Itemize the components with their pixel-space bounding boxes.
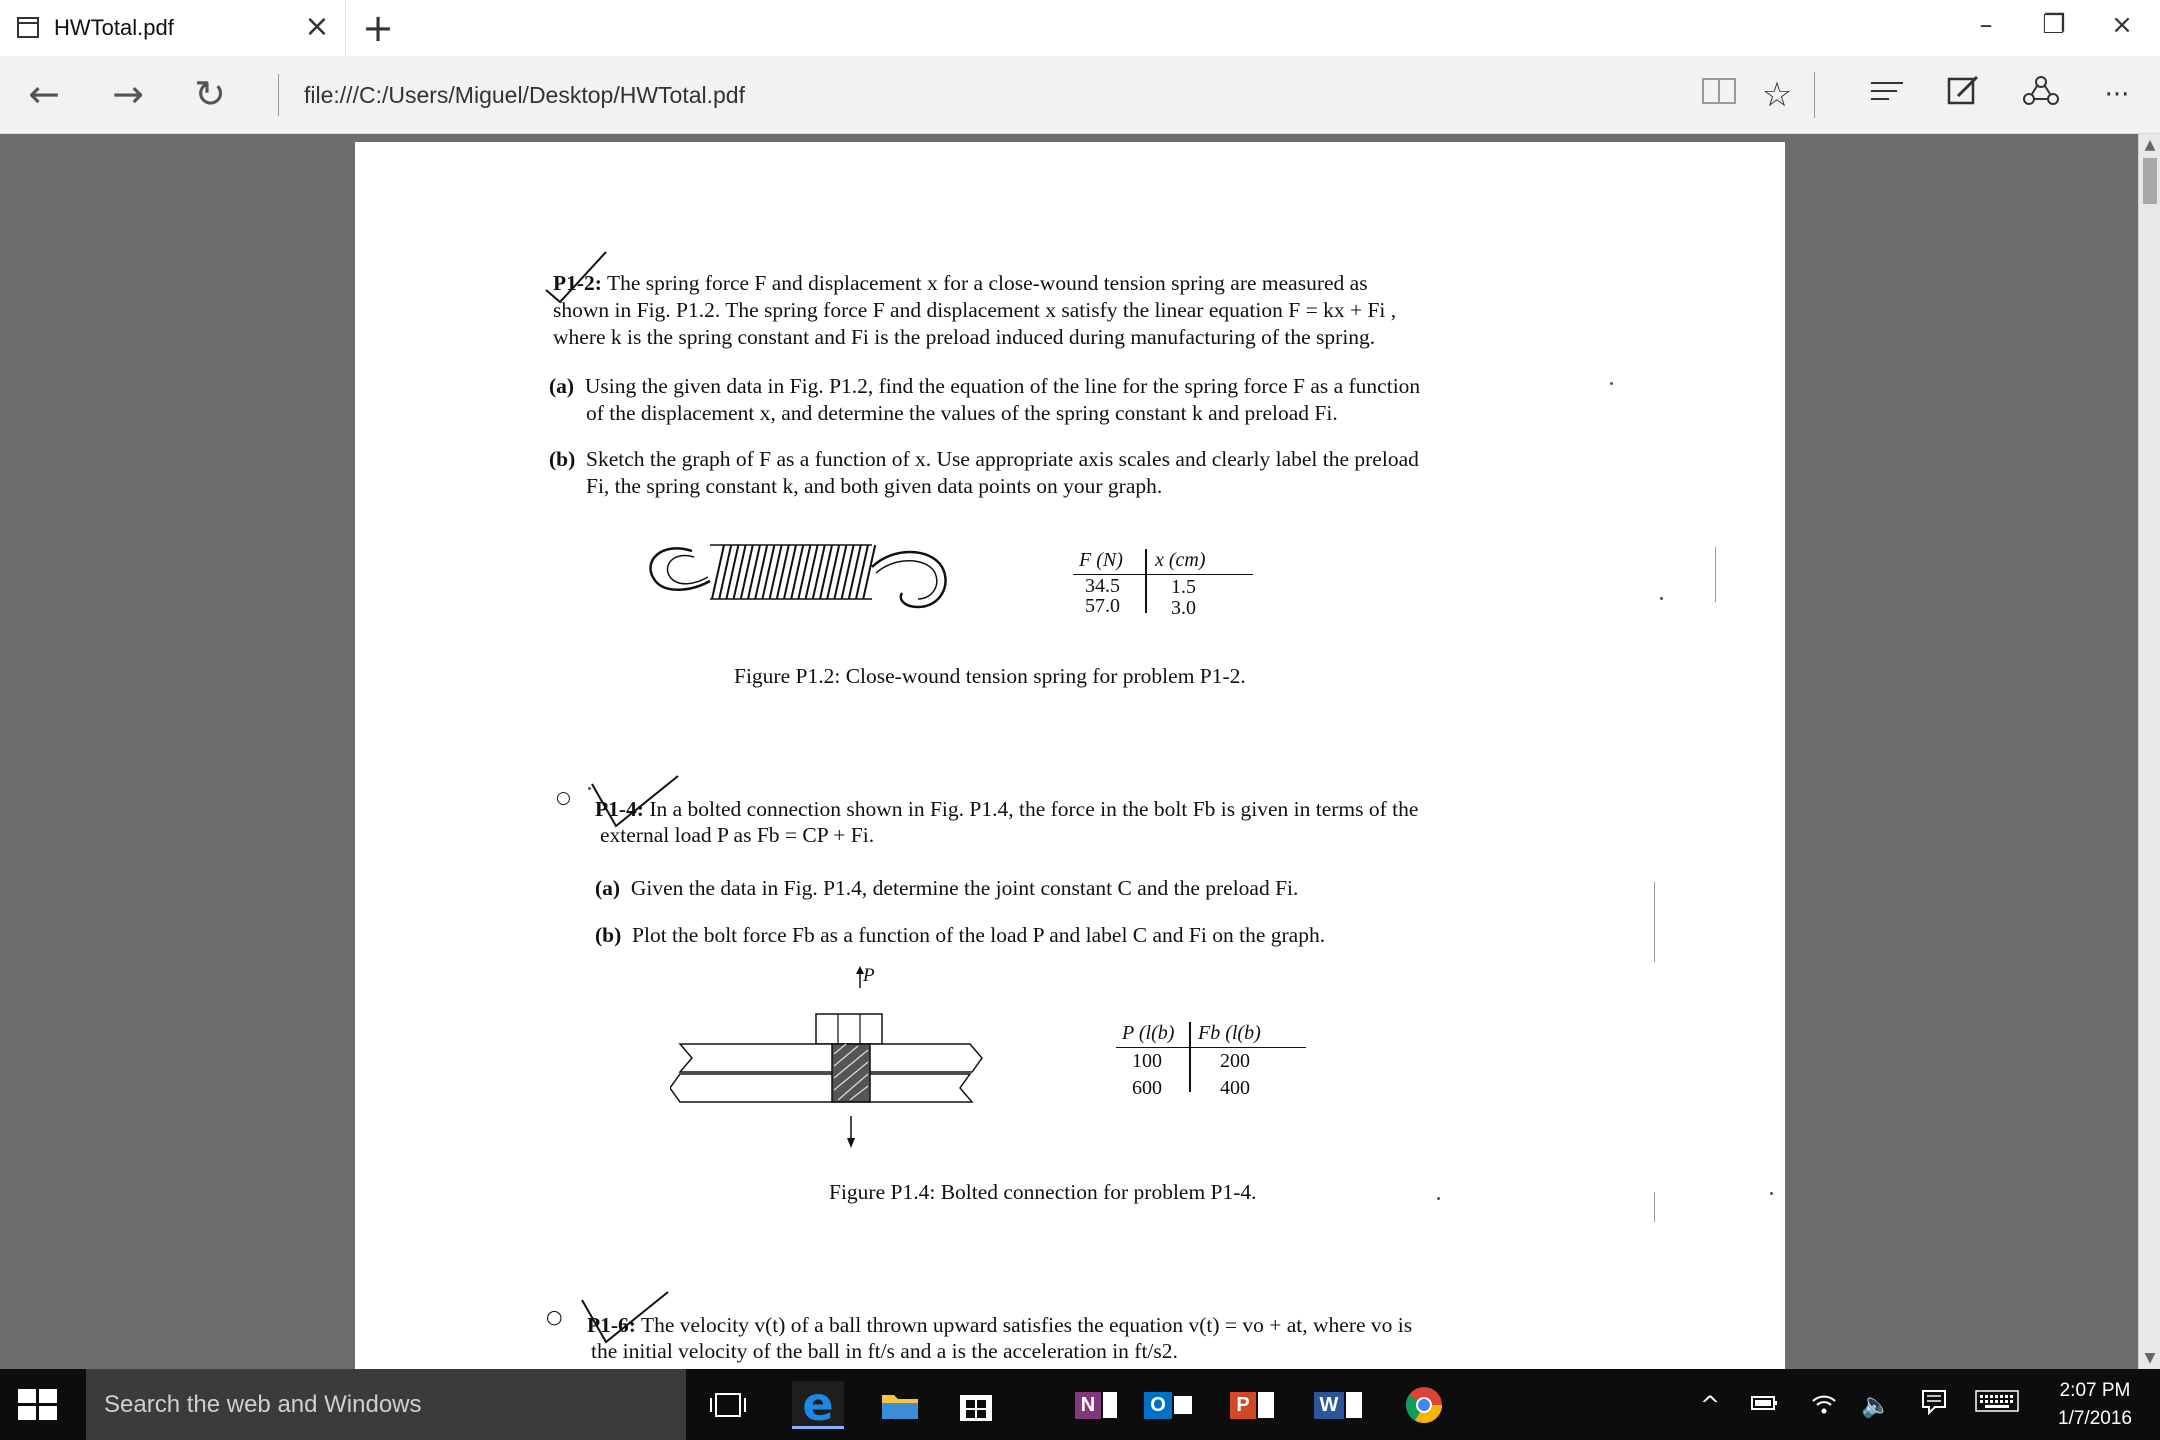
share-icon[interactable] [2016,70,2066,120]
p14-part-b: (b) Plot the bolt force Fb as a function of the load P and label C and Fi on the graph. [595,923,1326,947]
word-icon[interactable]: W [1312,1381,1364,1429]
table-cell: 1.5 [1171,576,1196,598]
p12-line3: where k is the spring constant and Fi is the preload induced during manufacturing of the spring. [553,325,1376,349]
clock-date: 1/7/2016 [2058,1408,2132,1429]
close-tab-icon[interactable]: × [304,9,330,44]
close-window-icon[interactable]: × [2111,10,2133,40]
table-header: x (cm) [1155,549,1206,571]
favorite-star-icon[interactable]: ☆ [1761,75,1793,115]
table-cell: 57.0 [1085,595,1120,617]
task-view-icon[interactable] [702,1381,754,1429]
table-cell: 400 [1220,1077,1250,1099]
store-icon[interactable] [950,1381,1002,1429]
pdf-viewer[interactable] [0,134,2160,1369]
table-cell: 200 [1220,1050,1250,1072]
figure-p1-4-caption: Figure P1.4: Bolted connection for problem P1-4. [829,1180,1257,1204]
figure-p1-2-caption: Figure P1.2: Close-wound tension spring for problem P1-2. [734,664,1246,688]
web-note-icon[interactable] [1938,70,1988,120]
p12-part-b-line2: Fi, the spring constant k, and both given data points on your graph. [586,474,1163,498]
address-separator [278,74,279,116]
p12-line1: P1-2: The spring force F and displacement x for a close-wound tension spring are measured as [553,271,1368,295]
p12-line2: shown in Fig. P1.2. The spring force F and displacement x satisfy the linear equation F = kx + Fi , [553,298,1397,322]
bullet-circle-icon: ○ [556,788,571,808]
wifi-icon[interactable] [1808,1389,1840,1421]
forward-icon[interactable]: → [112,72,144,116]
url-field[interactable]: file:///C:/Users/Miguel/Desktop/HWTotal.pdf [304,82,745,108]
windows-start-icon[interactable] [18,1389,58,1421]
p14-line2: external load P as Fb = CP + Fi. [600,823,875,847]
tab-page-icon [17,17,39,38]
table-cell: 100 [1132,1050,1162,1072]
bullet-circle-icon: ○ [546,1306,563,1328]
edge-browser-icon[interactable]: e [792,1381,844,1429]
load-label-p: P [863,965,875,986]
onenote-icon[interactable]: N [1070,1381,1122,1429]
tab-hwtotal[interactable] [0,0,346,56]
taskbar [0,1369,2160,1440]
table-header: Fb (l(b) [1198,1022,1261,1044]
new-tab-icon[interactable]: + [362,6,394,50]
search-placeholder: Search the web and Windows [104,1391,422,1418]
table-cell: 3.0 [1171,597,1196,619]
powerpoint-icon[interactable]: P [1226,1381,1278,1429]
scroll-thumb[interactable] [2143,158,2157,204]
p12-part-a-line1: (a) Using the given data in Fig. P1.2, find the equation of the line for the spring force F as a function [549,374,1421,398]
bolt-data-table [1116,1022,1306,1099]
refresh-icon[interactable]: ↻ [194,72,226,116]
keyboard-icon[interactable] [1974,1389,2020,1421]
spring-data-table [1073,549,1253,621]
address-bar [0,56,2160,134]
more-icon[interactable]: ··· [2104,80,2130,110]
p14-line1: P1-4: In a bolted connection shown in Fig. P1.4, the force in the bolt Fb is given in terms of the [595,797,1419,821]
battery-icon[interactable] [1748,1389,1782,1421]
restore-icon[interactable]: ❐ [2042,10,2066,40]
p12-part-a-line2: of the displacement x, and determine the values of the spring constant k and preload Fi. [586,401,1338,425]
show-hidden-icons-icon[interactable]: ^ [1699,1391,1721,1419]
table-header: F (N) [1079,549,1123,571]
action-center-icon[interactable] [1918,1389,1950,1421]
chrome-icon[interactable] [1398,1381,1450,1429]
system-clock[interactable] [2040,1377,2150,1433]
hub-icon[interactable] [1862,70,1912,120]
minimize-icon[interactable]: – [1979,10,1993,40]
table-cell: 600 [1132,1077,1162,1099]
pdf-page [355,142,1785,1369]
vertical-scrollbar[interactable] [2138,134,2160,1369]
p16-line2: the initial velocity of the ball in ft/s and a is the acceleration in ft/s2. [591,1339,1178,1363]
toolbar-separator [1814,72,1815,118]
taskbar-search-box[interactable] [86,1369,686,1440]
table-cell: 34.5 [1085,575,1120,597]
table-header: P (l(b) [1122,1022,1175,1044]
back-icon[interactable]: ← [28,72,60,116]
p12-part-b-line1: (b) Sketch the graph of F as a function of x. Use appropriate axis scales and clearly label the preload [549,447,1419,471]
p16-line1: P1-6: The velocity v(t) of a ball thrown upward satisfies the equation v(t) = vo + at, where vo is [587,1313,1413,1337]
volume-icon[interactable]: 🔈 [1861,1391,1891,1419]
clock-time: 2:07 PM [2059,1380,2131,1401]
tab-title: HWTotal.pdf [54,15,174,40]
bolted-connection-drawing [670,962,1030,1162]
tension-spring-drawing [640,527,960,627]
scroll-up-icon[interactable]: ▲ [2144,137,2156,153]
tab-bar [0,0,2160,56]
p14-part-a: (a) Given the data in Fig. P1.4, determine the joint constant C and the preload Fi. [595,876,1299,900]
scroll-down-icon[interactable]: ▼ [2144,1350,2156,1366]
reading-view-icon[interactable] [1694,70,1744,120]
outlook-icon[interactable]: O [1142,1381,1194,1429]
file-explorer-icon[interactable] [874,1381,926,1429]
